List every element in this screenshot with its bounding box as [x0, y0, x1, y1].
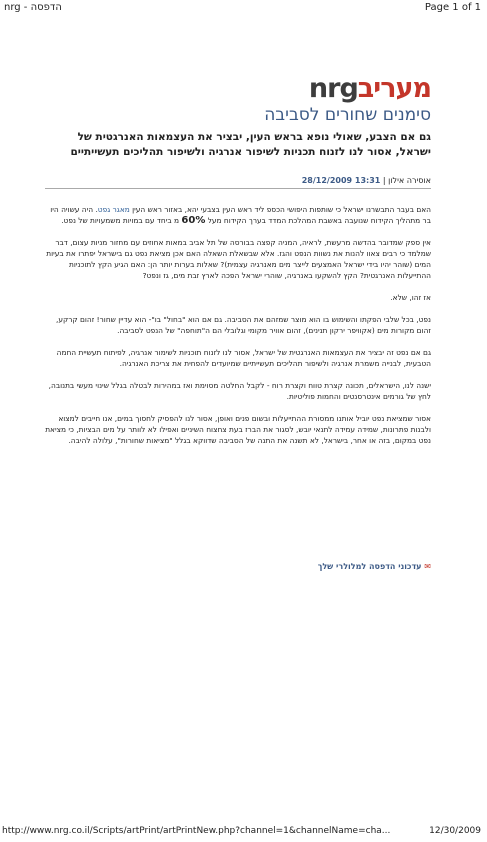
article-body — [45, 204, 431, 457]
byline — [45, 176, 431, 189]
paragraph-4: נפט, בכל שלבי הפקתו והשימוש בו הוא מוצר שמזהם את הסביבה. גם אם הוא "בחול" בו"- הוא עדיין שחור! זהום קרקע, זהום מקורות מים (אקוויפר ירקון תנינים), זהום אוויר מקומי וגלובלי הם ה"תוחפה" של הנפט לסביבה. — [56, 315, 431, 335]
article-headline: סימנים שחורים לסביבה — [264, 105, 431, 125]
logo-nrg: nrg — [308, 73, 358, 104]
byline-author: אוסירה אילון — [388, 176, 431, 185]
paragraph-3: אז זהו, שלא. — [390, 293, 431, 302]
print-updates-link[interactable] — [318, 562, 431, 571]
print-updates-label: עדכוני הדפסה למלולרי שלך — [317, 562, 422, 571]
print-header — [0, 0, 487, 16]
page-url: http://www.nrg.co.il/Scripts/artPrint/artPrintNew.php?channel=1&channelName=cha... — [2, 826, 391, 836]
paragraph-7: אסור שמציאת נפט יוביל אותנו ממסורת ההתייעלות ובשום פנים ואופן, אסור לנו להפסיק לחסוך במים, אנו חייבים למצוא ולבנות פתרונות, שמידה עמידה לתנאי יובש, לסגור את הברז בעת צחצוח השיניים ואפילו לא לוותר על מים הבציות, כי מציאת נפט במקום, בזה או אחר, בישראל, לא תשנה את התנה של הסביבה שדווקא בגלל "מציאות שחורות", עלולה להיבה. — [45, 414, 431, 445]
paragraph-6: ישנה לנו, הישראלים, תכונה קצרת טווח וקצרת רוח - לקבל החלטה מסוימת ואז במהירות לבטלה בגלל שינוי מעשי בתנובה, לחץ של גורמים אינטרסנטים והחמות פוליטיות. — [48, 381, 431, 401]
mail-icon: ✉ — [424, 562, 431, 571]
logo-brand: מעריב — [357, 73, 431, 104]
byline-separator: | — [380, 176, 389, 185]
article-subhead: גם אם הצבע, שאולי נופא בראש העין, יבציר את העצמאות האנרגטית של ישראל, אסור לנו לזנוח תכניות לשיפור אנרגיה ולשיפור תהליכים תעשייתיים — [70, 131, 431, 158]
print-header-title: nrg - הדפסה — [4, 2, 62, 13]
paragraph-1 — [45, 204, 431, 226]
paragraph-1-text-a: האם בעבר התבשרנו ישראל כי שותפות היפושי הכספ ליד ראש העין בצבעי יהא, באזור ראש העין — [129, 205, 431, 214]
paragraph-1-text-c: מ ביחד עם במויות משמעויות של נפט. — [61, 216, 182, 225]
paragraph-1-text-b: . היה עשויה היו בר מתהליך הקידוח שנועבה באשבת המהלכת המדד בערך הקידוח מעל — [50, 205, 431, 225]
nrg-maariv-logo — [309, 74, 431, 104]
percent-figure: 60% — [181, 215, 206, 226]
print-date: 12/30/2009 — [429, 826, 481, 836]
paragraph-2: אין ספק שמדובר בהדשה מרעשת, לראיה, המניה קפצה בבורסה של תל אביב במאות אחוזים עם מחזור מניות עצום, דבר שמלמד כי רבים צאוו להנות את נשוות הנפט והגז. אלא שבשאלת השאלה האם אכן מציאת נפט גם בישראל יפתרו את בעיות המים (שוהר יהיו בידי ישראל האמצעים לייצר מים מאנרגיה עצמית)? שאלות בערות יותר הן: האם הגיע הקץ לתוכניות ההתייעלות האנרגטית? הקץ להשקעו באנרגיה, שוהרי ישראל הפכה לארץ זבת מים, גז ונפט? — [46, 238, 431, 280]
page-counter: Page 1 of 1 — [424, 2, 481, 13]
gas-reservoir-link[interactable]: מאגר גפט — [97, 205, 130, 214]
byline-date: 13:31 28/12/2009 — [301, 176, 381, 185]
paragraph-5: גם אם נפט זה יבציר את העצמאות האנרגטית של ישראל, אסור לנו לזנוח תוכניות לשימור אנרגיה, לפיתוח תעשיית החמה הטבעית, לבנייה משמרת אנרגיה ולשיפור תהליכים תעשייתיים שמיועדים להפחית את צריכת האנרגיה. — [56, 348, 431, 368]
